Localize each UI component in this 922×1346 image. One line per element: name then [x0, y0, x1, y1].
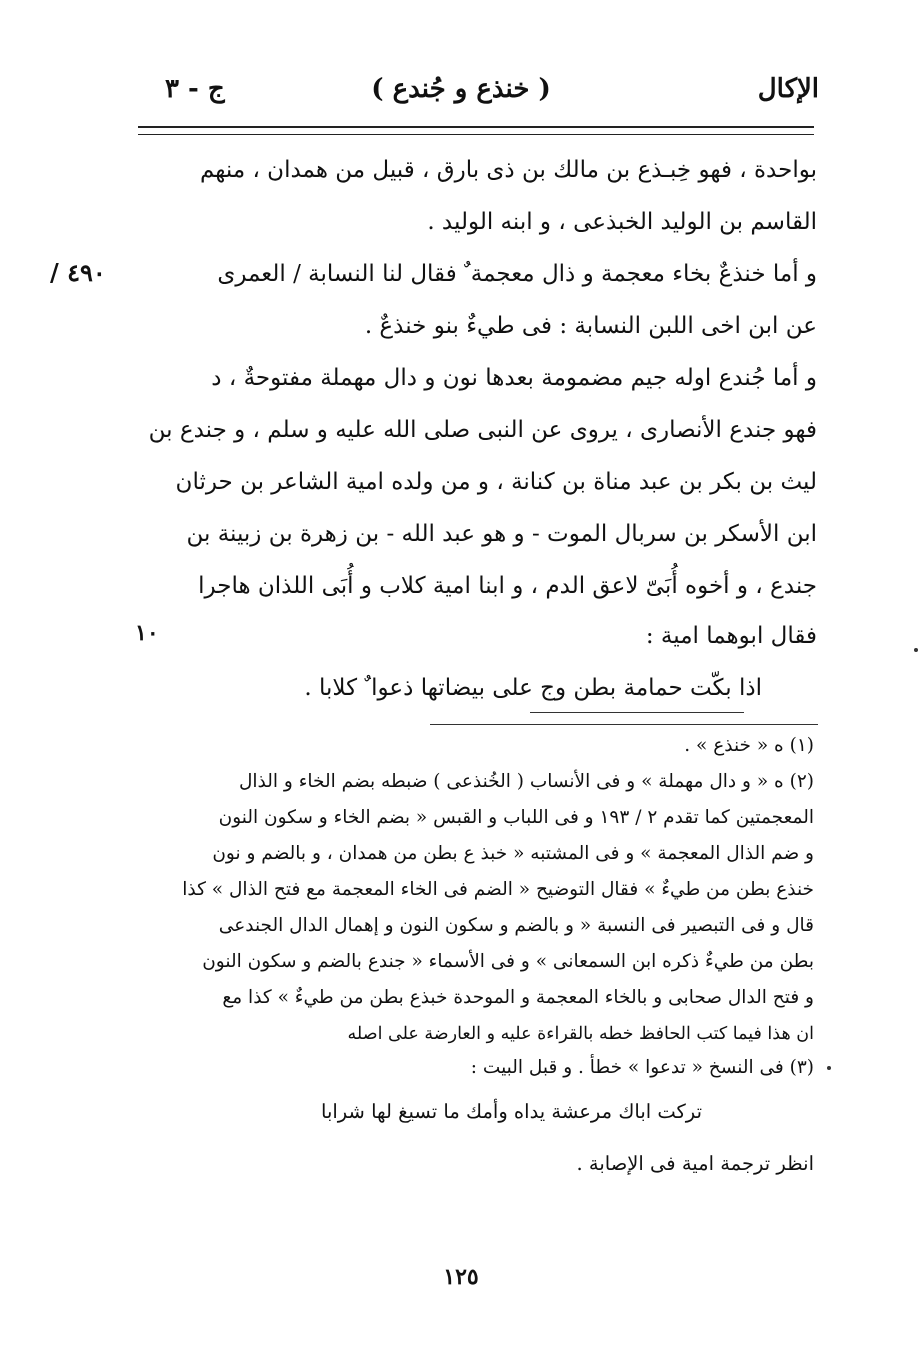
main-text-line: و أما خنذعٌ بخاء معجمة و ذال معجمة ٌ فقال لنا النسابة / العمرى [217, 261, 817, 287]
header-rule-thick [138, 126, 814, 128]
main-text-line: ليث بن بكر بن عبد مناة بن كنانة ، و من ولده امية الشاعر بن حرثان [175, 469, 817, 495]
footnote-line: (٣) فى النسخ « تدعوا » خطأ . و قبل البيت : [470, 1057, 814, 1078]
footnote-line: (١) ه « خنذع » . [684, 735, 814, 756]
main-text-line: فهو جندع الأنصارى ، يروى عن النبى صلى الله عليه و سلم ، و جندع بن [148, 417, 817, 443]
margin-line-number: ١٠ [135, 620, 159, 646]
footnote-line: انظر ترجمة امية فى الإصابة . [576, 1152, 814, 1175]
main-text-line: جندع ، و أخوه أُبَىّ لاعق الدم ، و ابنا امية كلاب و أُبَى اللذان هاجرا [198, 573, 817, 599]
verse-underline [530, 712, 744, 713]
running-entry-title: ( خنذع و جُندع ) [371, 74, 551, 104]
footnote-line: بطن من طيءٌ ذكره ابن السمعانى » و فى الأسماء « جندع بالضم و سكون النون [202, 951, 814, 972]
poetry-verse: اذا بكّت حمامة بطن وج على بيضاتها ذعوا ٌ كلابا . [304, 675, 762, 701]
footnote-line: المعجمتين كما تقدم ٢ / ١٩٣ و فى اللباب و القبس « بضم الخاء و سكون النون [218, 807, 814, 828]
running-book-title: الإكال [757, 74, 819, 104]
footnote-line: (٢) ه « و دال مهملة » و فى الأنساب ( الخُنذعى ) ضبطه بضم الخاء و الذال [238, 771, 814, 792]
header-rule-thin [138, 134, 814, 135]
main-text-line: بواحدة ، فهو خِبـذع بن مالك بن ذى بارق ، قبيل من همدان ، منهم [199, 157, 817, 183]
main-text-line: القاسم بن الوليد الخبذعى ، و ابنه الوليد . [427, 209, 817, 235]
footnote-line: قال و فى التبصير فى النسبة « و بالضم و سكون النون و إهمال الدال الجندعى [218, 915, 814, 936]
main-text-line: فقال ابوهما امية : [645, 623, 817, 649]
running-volume-number: ج - ٣ [165, 74, 225, 104]
main-text-line: ابن الأسكر بن سربال الموت - و هو عبد الله - بن زهرة بن زبينة بن [186, 521, 817, 547]
footnote-separator [430, 724, 818, 725]
scan-speck [827, 1066, 831, 1070]
margin-folio-number: / ٤٩٠ [50, 258, 106, 287]
page-number: ١٢٥ [443, 1264, 479, 1290]
footnote-line: ان هذا فيما كتب الحافظ خطه بالقراءة عليه و العارضة على اصله [347, 1024, 814, 1044]
footnote-line: خنذع بطن من طيءٌ » فقال التوضيح « الضم فى الخاء المعجمة مع فتح الذال » كذا [182, 879, 814, 900]
main-text-line: و أما جُندع اوله جيم مضمومة بعدها نون و دال مهملة مفتوحةٌ ، د [211, 365, 817, 391]
footnote-verse: تركت اباك مرعشة يداه وأمك ما تسيغ لها شرابا [321, 1100, 702, 1123]
footnote-line: و ضم الذال المعجمة » و فى المشتبه « خبذ ع بطن من همدان ، و بالضم و نون [212, 843, 814, 864]
scan-speck [914, 648, 918, 652]
footnote-line: و فتح الدال صحابى و بالخاء المعجمة و الموحدة خبذع بطن من طيءٌ » كذا مع [222, 987, 814, 1008]
main-text-line: عن ابن اخى اللبن النسابة : فى طيءٌ بنو خنذعٌ . [364, 313, 817, 339]
